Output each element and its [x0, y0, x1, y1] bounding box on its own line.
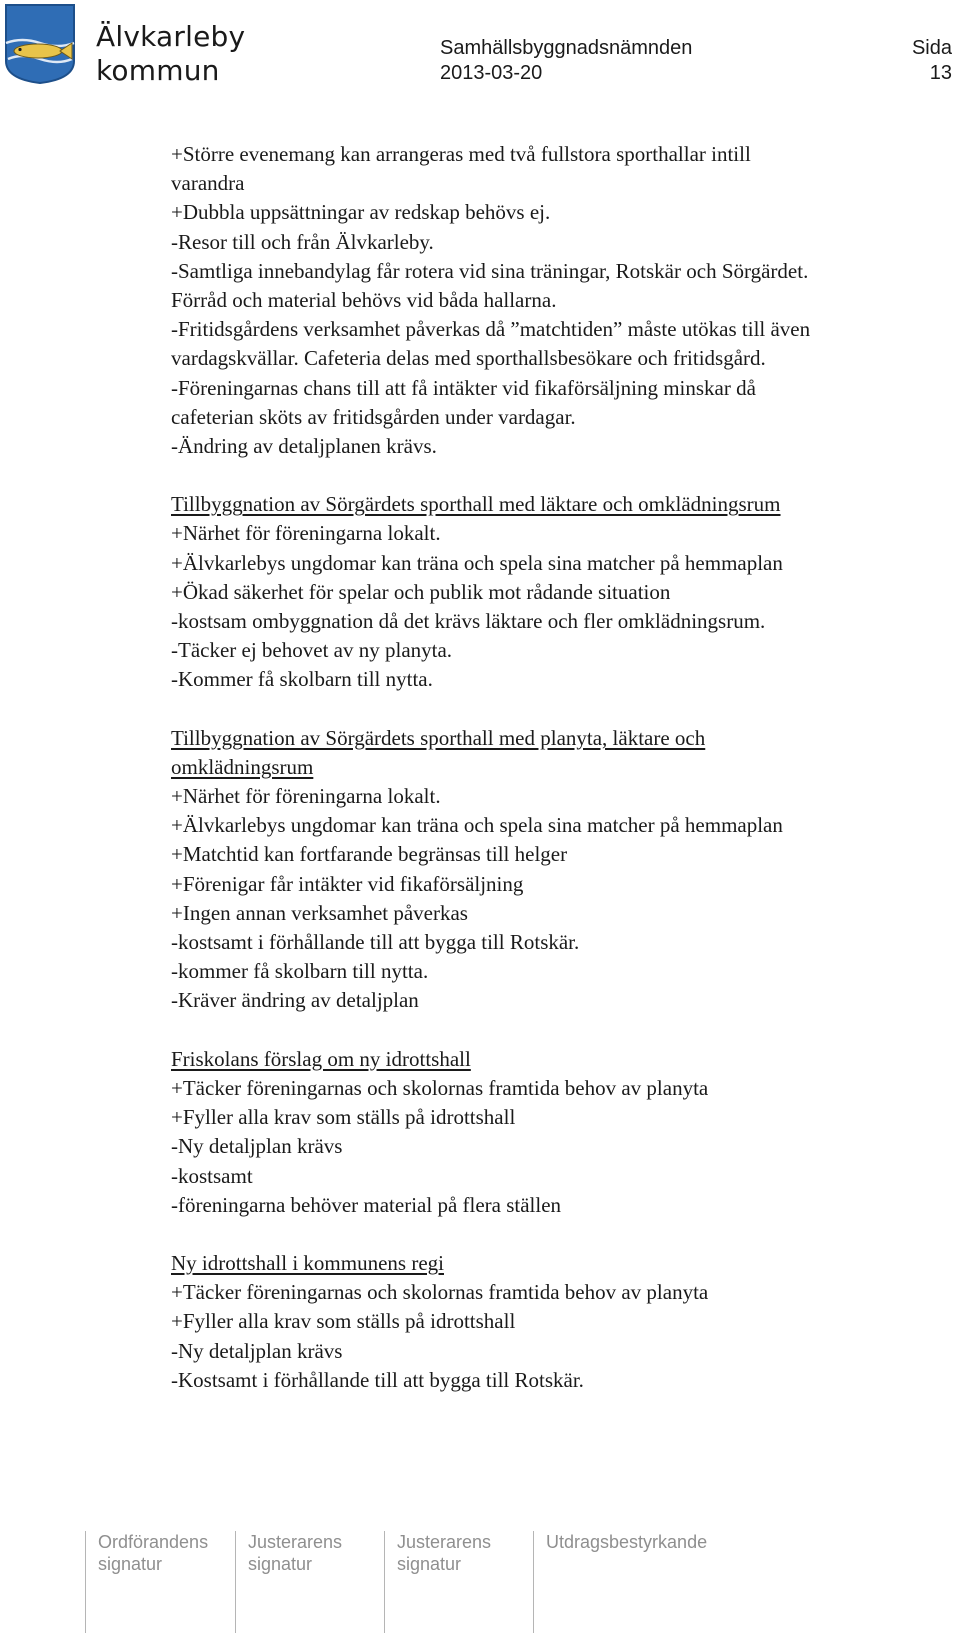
- footer-label: signatur: [248, 1554, 313, 1574]
- text-line: -kostsamt i förhållande till att bygga till Rotskär.: [171, 930, 580, 955]
- text-line: +Ingen annan verksamhet påverkas: [171, 900, 468, 925]
- text-line: +Närhet för föreningarna lokalt.: [171, 521, 441, 546]
- text-line: -Ändring av detaljplanen krävs.: [171, 434, 437, 459]
- section-sorgardet-lakare: [171, 490, 951, 694]
- text-line: -kommer få skolbarn till nytta.: [171, 959, 429, 984]
- document-body: [171, 140, 951, 1424]
- text-line: -kostsam ombyggnation då det krävs läktare och fler omklädningsrum.: [171, 609, 766, 634]
- municipality-wordmark: [96, 20, 245, 88]
- footer-label: Justerarens: [248, 1532, 343, 1552]
- text-line: -Ny detaljplan krävs: [171, 1338, 343, 1363]
- section-sorgardet-planyta: [171, 724, 951, 1016]
- text-line: +Älvkarlebys ungdomar kan träna och spela sina matcher på hemmaplan: [171, 550, 783, 575]
- municipality-shield-logo: [4, 3, 76, 85]
- text-line: -Föreningarnas chans till att få intäkter vid fikaförsäljning minskar då: [171, 375, 756, 400]
- footer-label: Justerarens: [397, 1532, 492, 1552]
- section-friskolan: [171, 1045, 951, 1220]
- text-line: +Förenigar får intäkter vid fikaförsäljning: [171, 871, 524, 896]
- section-heading: Tillbyggnation av Sörgärdets sporthall med planyta, läktare och: [171, 725, 706, 750]
- section-heading: Ny idrottshall i kommunens regi: [171, 1250, 444, 1275]
- text-line: +Större evenemang kan arrangeras med två fullstora sporthallar intill: [171, 142, 751, 166]
- text-line: +Fyller alla krav som ställs på idrottshall: [171, 1105, 516, 1130]
- wordmark-line-2: kommun: [96, 54, 220, 87]
- text-line: -Resor till och från Älvkarleby.: [171, 229, 434, 254]
- signature-footer: [85, 1531, 960, 1633]
- text-line: cafeterian sköts av fritidsgården under vardagar.: [171, 404, 576, 429]
- text-line: +Ökad säkerhet för spelar och publik mot rådande situation: [171, 579, 671, 604]
- text-line: vardagskvällar. Cafeteria delas med sporthallsbesökare och fritidsgård.: [171, 346, 766, 371]
- section-intro: [171, 140, 951, 461]
- page-label: Sida: [911, 37, 952, 59]
- text-line: -Kostsamt i förhållande till att bygga till Rotskär.: [171, 1367, 584, 1392]
- organization-name: Samhällsbyggnadsnämnden: [440, 37, 693, 59]
- footer-label: signatur: [397, 1554, 462, 1574]
- signature-box-adjuster-2: [384, 1531, 533, 1633]
- text-line: +Täcker föreningarnas och skolornas framtida behov av planyta: [171, 1280, 709, 1305]
- text-line: +Täcker föreningarnas och skolornas framtida behov av planyta: [171, 1075, 709, 1100]
- section-heading: Tillbyggnation av Sörgärdets sporthall med läktare och omklädningsrum: [171, 492, 781, 517]
- text-line: -föreningarna behöver material på flera ställen: [171, 1192, 562, 1217]
- page-header: [0, 0, 960, 95]
- signature-box-adjuster-1: [235, 1531, 384, 1633]
- section-heading: omklädningsrum: [171, 754, 314, 779]
- footer-label: Utdragsbestyrkande: [546, 1532, 708, 1552]
- text-line: +Närhet för föreningarna lokalt.: [171, 784, 441, 809]
- text-line: -Täcker ej behovet av ny planyta.: [171, 638, 453, 663]
- text-line: +Matchtid kan fortfarande begränsas till helger: [171, 842, 568, 867]
- page-number: 13: [929, 62, 952, 84]
- text-line: -Kräver ändring av detaljplan: [171, 988, 419, 1013]
- text-line: Förråd och material behövs vid båda hallarna.: [171, 288, 557, 313]
- text-line: +Dubbla uppsättningar av redskap behövs ej.: [171, 200, 551, 225]
- signature-box-certification: [533, 1531, 953, 1633]
- wordmark-line-1: Älvkarleby: [96, 20, 246, 53]
- text-line: +Fyller alla krav som ställs på idrottshall: [171, 1309, 516, 1334]
- text-line: varandra: [171, 171, 245, 196]
- section-kommunens-regi: [171, 1249, 951, 1395]
- text-line: -Samtliga innebandylag får rotera vid sina träningar, Rotskär och Sörgärdet.: [171, 258, 809, 283]
- text-line: -Kommer få skolbarn till nytta.: [171, 667, 433, 692]
- text-line: +Älvkarlebys ungdomar kan träna och spela sina matcher på hemmaplan: [171, 813, 783, 838]
- document-date: 2013-03-20: [440, 62, 543, 84]
- footer-label: signatur: [98, 1554, 163, 1574]
- footer-label: Ordförandens: [98, 1532, 209, 1552]
- section-heading: Friskolans förslag om ny idrottshall: [171, 1046, 471, 1071]
- text-line: -Fritidsgårdens verksamhet påverkas då ”matchtiden” måste utökas till även: [171, 317, 811, 342]
- text-line: -Ny detaljplan krävs: [171, 1134, 343, 1159]
- signature-box-chair: [85, 1531, 235, 1633]
- text-line: -kostsamt: [171, 1163, 253, 1188]
